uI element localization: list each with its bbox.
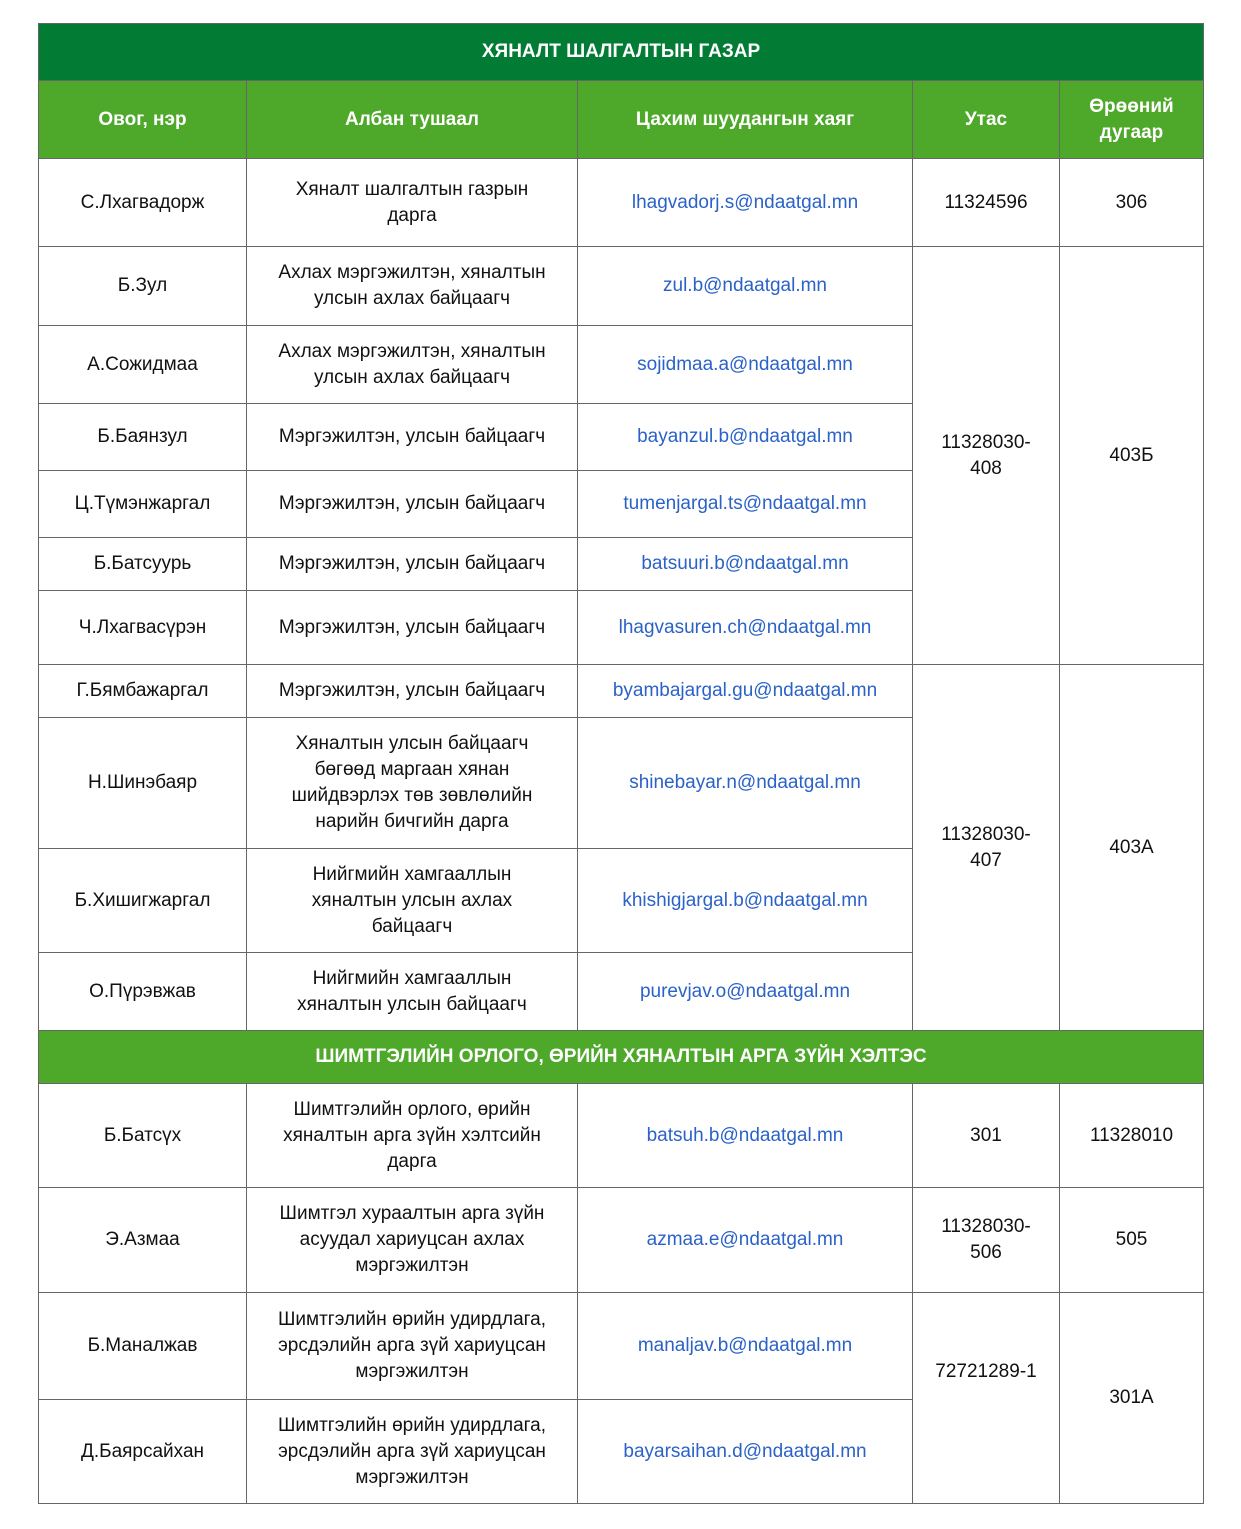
position-cell: Шимтгэлийн орлого, өрийн хяналтын арга зүйн хэлтсийн дарга [247, 1084, 578, 1188]
position-cell: Шимтгэл хураалтын арга зүйн асуудал хариуцсан ахлах мэргэжилтэн [247, 1188, 578, 1293]
name-cell: Б.Батсүх [39, 1084, 247, 1188]
position-cell: Мэргэжилтэн, улсын байцаагч [247, 591, 578, 665]
position-cell: Хяналтын улсын байцаагч бөгөөд маргаан хянан шийдвэрлэх төв зөвлөлийн нарийн бичгийн дарга [247, 718, 578, 849]
position-cell: Хяналт шалгалтын газрын дарга [247, 159, 578, 247]
name-cell: Э.Азмаа [39, 1188, 247, 1293]
phone-cell: 72721289-1 [913, 1293, 1060, 1504]
room-cell: 505 [1060, 1188, 1204, 1293]
col-name: Овог, нэр [39, 81, 247, 159]
email-link[interactable]: manaljav.b@ndaatgal.mn [637, 1335, 853, 1356]
name-cell: О.Пүрэвжав [39, 953, 247, 1031]
position-cell: Нийгмийн хамгааллын хяналтын улсын байцаагч [247, 953, 578, 1031]
position-cell: Ахлах мэргэжилтэн, хяналтын улсын ахлах байцаагч [247, 326, 578, 404]
name-cell: Б.Баянзул [39, 404, 247, 471]
name-cell: А.Сожидмаа [39, 326, 247, 404]
name-cell: Б.Хишигжаргал [39, 849, 247, 953]
phone-cell: 11328030- 408 [913, 247, 1060, 665]
position-cell: Мэргэжилтэн, улсын байцаагч [247, 471, 578, 538]
name-cell: Н.Шинэбаяр [39, 718, 247, 849]
table-row [39, 159, 1204, 247]
name-cell: Д.Баярсайхан [39, 1400, 247, 1504]
contact-table [38, 23, 1204, 1504]
table-row [39, 1084, 1204, 1188]
phone-cell: 301 [913, 1084, 1060, 1188]
name-cell: Г.Бямбажаргал [39, 665, 247, 718]
table-title: ХЯНАЛТ ШАЛГАЛТЫН ГАЗАР [39, 24, 1204, 81]
email-link[interactable]: khishigjargal.b@ndaatgal.mn [622, 889, 868, 911]
room-cell: 306 [1060, 159, 1204, 247]
email-link[interactable]: lhagvadorj.s@ndaatgal.mn [631, 191, 859, 213]
email-link[interactable]: purevjav.o@ndaatgal.mn [639, 980, 851, 1002]
position-cell: Мэргэжилтэн, улсын байцаагч [247, 404, 578, 471]
name-cell: Б.Маналжав [39, 1293, 247, 1400]
phone-cell: 11324596 [913, 159, 1060, 247]
email-link[interactable]: azmaa.e@ndaatgal.mn [646, 1229, 844, 1250]
col-room: Өрөөний дугаар [1060, 81, 1204, 159]
table-row [39, 247, 1204, 326]
col-phone: Утас [913, 81, 1060, 159]
email-link[interactable]: tumenjargal.ts@ndaatgal.mn [623, 493, 867, 514]
email-link[interactable]: bayanzul.b@ndaatgal.mn [637, 426, 853, 447]
name-cell: Ч.Лхагвасүрэн [39, 591, 247, 665]
position-cell: Мэргэжилтэн, улсын байцаагч [247, 665, 578, 718]
name-cell: Ц.Түмэнжаргал [39, 471, 247, 538]
phone-cell: 11328030- 506 [913, 1188, 1060, 1293]
position-cell: Мэргэжилтэн, улсын байцаагч [247, 538, 578, 591]
position-cell: Шимтгэлийн өрийн удирдлага, эрсдэлийн арга зүй хариуцсан мэргэжилтэн [247, 1293, 578, 1400]
email-link[interactable]: bayarsaihan.d@ndaatgal.mn [623, 1440, 867, 1462]
email-link[interactable]: batsuh.b@ndaatgal.mn [646, 1124, 844, 1146]
name-cell: Б.Зул [39, 247, 247, 326]
table-row [39, 1293, 1204, 1400]
email-link[interactable]: sojidmaa.a@ndaatgal.mn [637, 353, 853, 375]
name-cell: С.Лхагвадорж [39, 159, 247, 247]
room-cell: 403Б [1060, 247, 1204, 665]
email-link[interactable]: lhagvasuren.ch@ndaatgal.mn [618, 616, 872, 638]
email-link[interactable]: shinebayar.n@ndaatgal.mn [629, 772, 861, 793]
position-cell: Ахлах мэргэжилтэн, хяналтын улсын ахлах байцаагч [247, 247, 578, 326]
phone-cell: 11328030- 407 [913, 665, 1060, 1031]
email-link[interactable]: zul.b@ndaatgal.mn [663, 275, 827, 296]
position-cell: Шимтгэлийн өрийн удирдлага, эрсдэлийн арга зүй хариуцсан мэргэжилтэн [247, 1400, 578, 1504]
table-row [39, 665, 1204, 718]
name-cell: Б.Батсуурь [39, 538, 247, 591]
table-row [39, 1188, 1204, 1293]
email-link[interactable]: byambajargal.gu@ndaatgal.mn [612, 680, 878, 701]
email-link[interactable]: batsuuri.b@ndaatgal.mn [641, 553, 849, 574]
col-email: Цахим шуудангын хаяг [578, 81, 913, 159]
section-title: ШИМТГЭЛИЙН ОРЛОГО, ӨРИЙН ХЯНАЛТЫН АРГА ЗҮЙН ХЭЛТЭС [39, 1031, 1204, 1084]
room-cell: 11328010 [1060, 1084, 1204, 1188]
col-position: Албан тушаал [247, 81, 578, 159]
room-cell: 403А [1060, 665, 1204, 1031]
position-cell: Нийгмийн хамгааллын хяналтын улсын ахлах байцаагч [247, 849, 578, 953]
room-cell: 301А [1060, 1293, 1204, 1504]
